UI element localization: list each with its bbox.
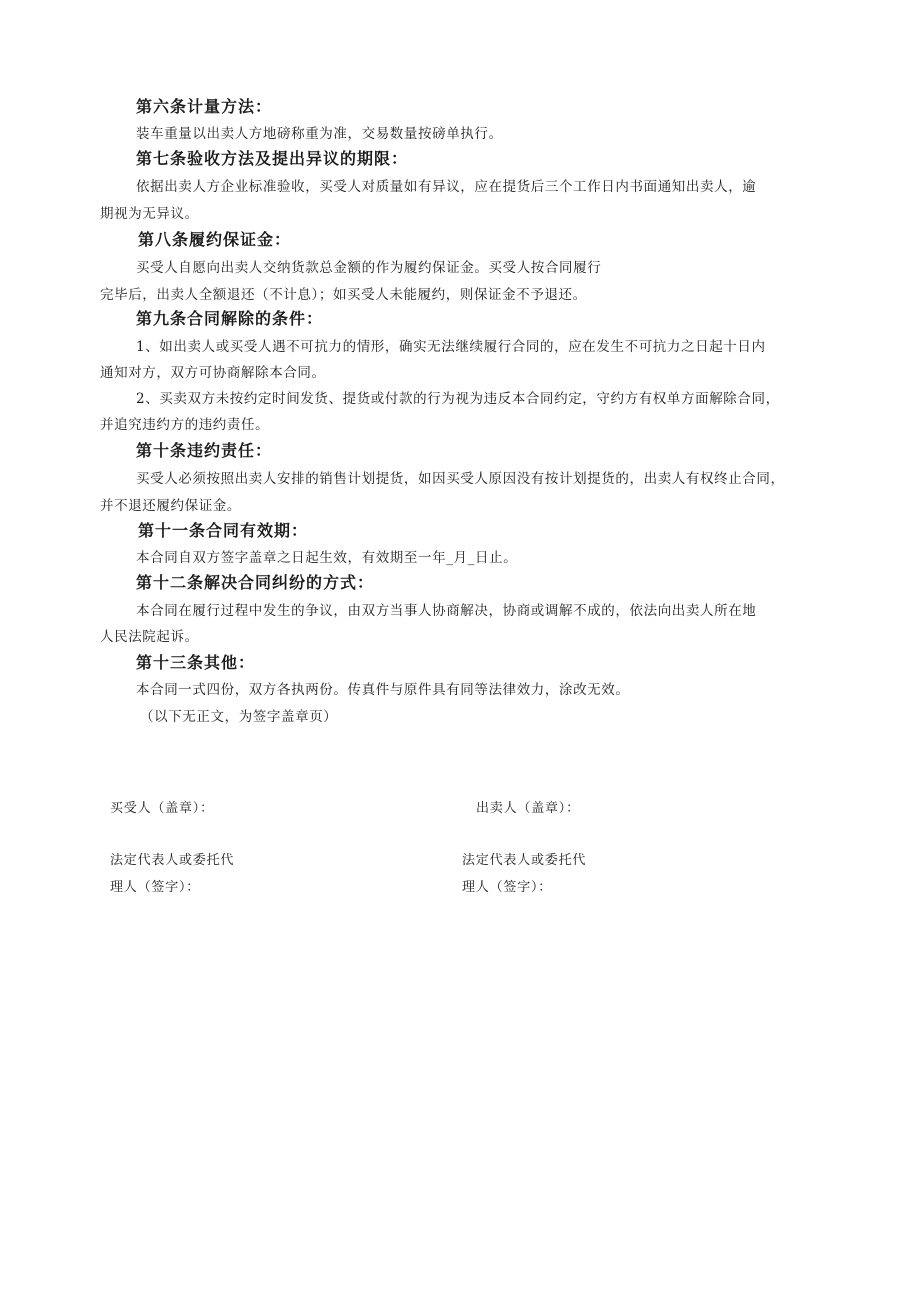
- section-9-line-3: 2、买卖双方未按约定时间发货、提货或付款的行为视为违反本合同约定，守约方有权单方面解除合同，: [136, 391, 780, 407]
- section-10-heading: 第十条违约责任：: [136, 441, 273, 460]
- section-9-line-4: 并追究违约方的违约责任。: [100, 417, 270, 433]
- section-12-heading: 第十二条解决合同纠纷的方式：: [136, 573, 375, 592]
- section-12-line-2: 人民法院起诉。: [100, 629, 199, 645]
- section-11-line-1: 本合同自双方签字盖章之日起生效，有效期至一年_月_日止。: [136, 550, 518, 566]
- section-10-line-1: 买受人必须按照出卖人安排的销售计划提货，如因买受人原因没有按计划提货的，出卖人有权终止合同，: [136, 471, 785, 487]
- section-12-line-1: 本合同在履行过程中发生的争议，由双方当事人协商解决，协商或调解不成的，依法向出卖人所在地: [136, 603, 757, 619]
- seller-seal-label: 出卖人（盖章）：: [476, 801, 580, 816]
- section-8-line-1: 买受人自愿向出卖人交纳货款总金额的作为履约保证金。买受人按合同履行: [136, 260, 602, 276]
- section-7-line-1: 依据出卖人方企业标准验收，买受人对质量如有异议，应在提货后三个工作日内书面通知出卖人，逾: [136, 179, 757, 195]
- section-9-heading: 第九条合同解除的条件：: [136, 309, 324, 328]
- seller-representative-line-2: 理人（签字）：: [462, 880, 553, 895]
- section-13-line-1: 本合同一式四份，双方各执两份。传真件与原件具有同等法律效力，涂改无效。: [136, 682, 630, 698]
- seller-representative-line-1: 法定代表人或委托代: [462, 853, 587, 868]
- section-13-line-2: （以下无正文，为签字盖章页）: [140, 709, 338, 725]
- section-8-heading: 第八条履约保证金：: [138, 230, 292, 249]
- buyer-representative-line-2: 理人（签字）：: [110, 880, 201, 895]
- buyer-seal-label: 买受人（盖章）：: [110, 801, 214, 816]
- section-7-line-2: 期视为无异议。: [100, 206, 199, 222]
- buyer-representative-line-1: 法定代表人或委托代: [110, 853, 235, 868]
- section-9-line-2: 通知对方，双方可协商解除本合同。: [100, 365, 326, 381]
- section-11-heading: 第十一条合同有效期：: [138, 521, 309, 540]
- section-8-line-2: 完毕后，出卖人全额退还（不计息）；如买受人未能履约，则保证金不予退还。: [100, 287, 587, 303]
- section-9-line-1: 1、如出卖人或买受人遇不可抗力的情形，确实无法继续履行合同的，应在发生不可抗力之日起十日内: [136, 339, 766, 355]
- section-10-line-2: 并不退还履约保证金。: [100, 498, 241, 514]
- section-6-heading: 第六条计量方法：: [136, 97, 273, 116]
- section-6-line-1: 装车重量以出卖人方地磅称重为准，交易数量按磅单执行。: [136, 126, 503, 142]
- section-13-heading: 第十三条其他：: [136, 653, 256, 672]
- section-7-heading: 第七条验收方法及提出异议的期限：: [136, 149, 409, 168]
